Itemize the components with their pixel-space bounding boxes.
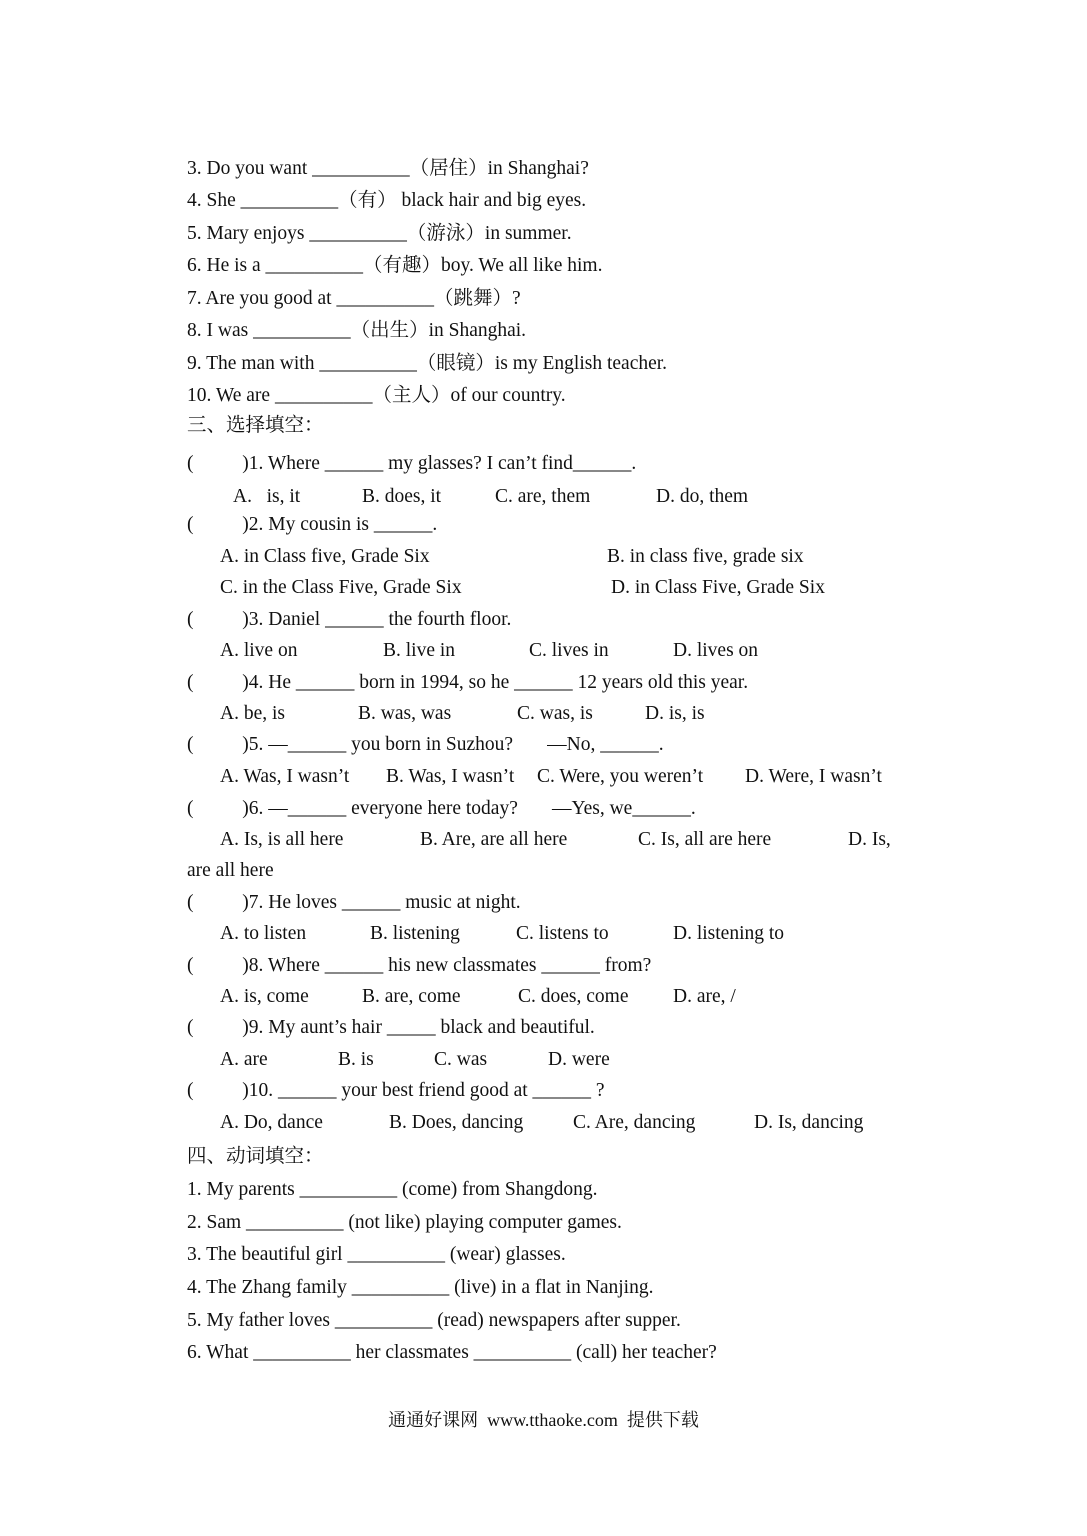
question-8-option-c: C. does, come [518,986,629,1007]
question-3-stem: ( )3. Daniel ______ the fourth floor. [187,609,512,630]
question-10-option-b: B. Does, dancing [389,1112,524,1133]
question-2-option-b: B. in class five, grade six [607,546,804,567]
question-9-stem: ( )9. My aunt’s hair _____ black and beautiful. [187,1017,595,1038]
question-5-option-c: C. Were, you weren’t [537,766,704,787]
question-1-option-b: B. does, it [362,486,442,507]
question-2-option-c: C. in the Class Five, Grade Six [220,577,462,598]
verb-item-1: 1. My parents __________ (come) from Shangdong. [187,1179,598,1200]
question-7-option-a: A. to listen [220,923,307,944]
question-10-option-a: A. Do, dance [220,1112,323,1133]
question-2-stem: ( )2. My cousin is ______. [187,514,438,535]
fill-item-10: 10. We are __________（主人）of our country. [187,385,566,406]
fill-item-5: 5. Mary enjoys __________（游泳）in summer. [187,223,572,244]
question-4-stem: ( )4. He ______ born in 1994, so he ______ 12 years old this year. [187,672,749,693]
verb-item-2: 2. Sam __________ (not like) playing computer games. [187,1212,622,1233]
question-6-option-a: A. Is, is all here [220,829,344,850]
question-3-option-a: A. live on [220,640,298,661]
fill-item-4: 4. She __________（有） black hair and big eyes. [187,190,587,211]
question-10-stem: ( )10. ______ your best friend good at ______ ? [187,1080,605,1101]
question-4-option-b: B. was, was [358,703,452,724]
question-5-option-a: A. Was, I wasn’t [220,766,350,787]
question-5-stem: ( )5. —______ you born in Suzhou? —No, ______. [187,734,664,755]
question-1-option-c: C. are, them [495,486,591,507]
question-2-option-d: D. in Class Five, Grade Six [611,577,825,598]
question-6-option-d-wrap: are all here [187,860,274,881]
question-7-stem: ( )7. He loves ______ music at night. [187,892,521,913]
page-footer: 通通好课网 www.tthaoke.com 提供下载 [388,1410,699,1430]
question-10-option-c: C. Are, dancing [573,1112,696,1133]
fill-item-9: 9. The man with __________（眼镜）is my English teacher. [187,353,668,374]
verb-item-6: 6. What __________ her classmates __________ (call) her teacher? [187,1342,717,1363]
verb-item-4: 4. The Zhang family __________ (live) in a flat in Nanjing. [187,1277,654,1298]
question-7-option-d: D. listening to [673,923,785,944]
question-4-option-d: D. is, is [645,703,705,724]
question-3-option-b: B. live in [383,640,456,661]
question-7-option-c: C. listens to [516,923,609,944]
question-8-option-a: A. is, come [220,986,309,1007]
question-2-option-a: A. in Class five, Grade Six [220,546,430,567]
question-9-option-d: D. were [548,1049,610,1070]
question-8-stem: ( )8. Where ______ his new classmates ______ from? [187,955,652,976]
fill-item-8: 8. I was __________（出生）in Shanghai. [187,320,527,341]
fill-item-6: 6. He is a __________（有趣）boy. We all like him. [187,255,603,276]
question-3-option-d: D. lives on [673,640,759,661]
question-6-option-d: D. Is, [848,829,891,850]
verb-item-5: 5. My father loves __________ (read) newspapers after supper. [187,1310,681,1331]
question-1-stem: ( )1. Where ______ my glasses? I can’t find______. [187,453,637,474]
fill-item-7: 7. Are you good at __________（跳舞）? [187,288,521,309]
fill-item-3: 3. Do you want __________（居住）in Shanghai? [187,158,589,179]
verb-item-3: 3. The beautiful girl __________ (wear) glasses. [187,1244,566,1265]
question-1-option-d: D. do, them [656,486,749,507]
question-4-option-a: A. be, is [220,703,285,724]
question-1-option-a: A. is, it [233,486,301,507]
question-10-option-d: D. Is, dancing [754,1112,864,1133]
section-4-heading: 四、动词填空： [187,1146,324,1167]
question-3-option-c: C. lives in [529,640,609,661]
question-5-option-b: B. Was, I wasn’t [386,766,515,787]
question-5-option-d: D. Were, I wasn’t [745,766,882,787]
question-6-stem: ( )6. —______ everyone here today? —Yes, we______. [187,798,696,819]
question-8-option-b: B. are, come [362,986,461,1007]
question-9-option-a: A. are [220,1049,268,1070]
question-9-option-b: B. is [338,1049,374,1070]
question-4-option-c: C. was, is [517,703,593,724]
section-3-heading: 三、选择填空： [187,415,324,436]
question-9-option-c: C. was [434,1049,488,1070]
question-6-option-b: B. Are, are all here [420,829,568,850]
question-8-option-d: D. are, / [673,986,736,1007]
question-7-option-b: B. listening [370,923,460,944]
question-6-option-c: C. Is, all are here [638,829,772,850]
